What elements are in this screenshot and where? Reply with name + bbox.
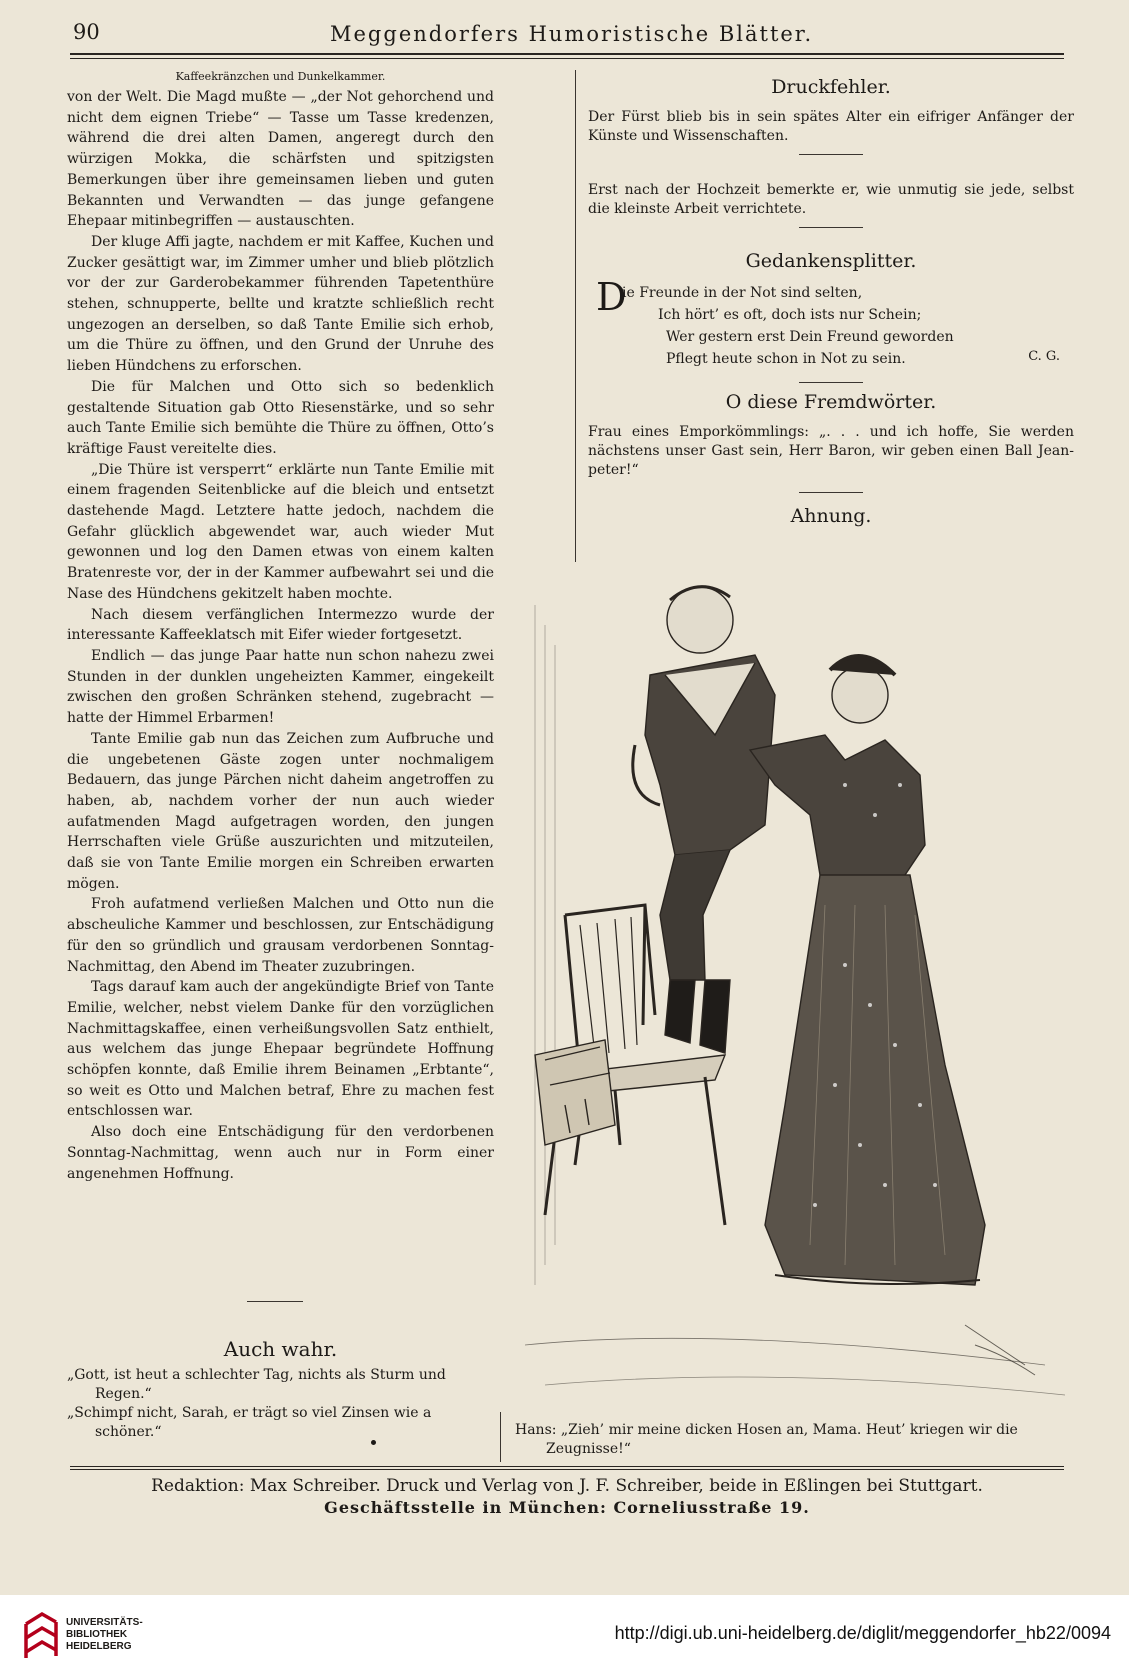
library-name-line: HEIDELBERG: [66, 1641, 132, 1652]
story-paragraph: Endlich — das junge Paar hatte nun schon nahezu zwei Stunden in der dunklen ungeheizten Kammer, eingekeilt zwischen den großen Schränken stehend, zugebracht — hatte der Himmel Erbarmen!: [67, 647, 494, 727]
left-column: [67, 70, 494, 1184]
section-divider: [247, 1301, 303, 1302]
header-rule: [70, 53, 1064, 55]
poem-line: Pflegt heute schon in Not zu sein.: [666, 351, 906, 367]
section-divider: [799, 382, 863, 383]
druckfehler-title: Druckfehler.: [771, 76, 891, 98]
story-paragraph: Froh aufatmend verließen Malchen und Otto nun die abscheuliche Kammer und beschlossen, zur Entschädigung für den so gründlich und grausam verdorbenen Sonntag-Nachmittag, den Abend im Theater zuzubringen.: [67, 896, 494, 975]
column-divider: [500, 1412, 501, 1462]
university-library-logo-icon[interactable]: [22, 1610, 60, 1662]
poem-signature: C. G.: [1028, 349, 1060, 364]
druckfehler-text: Erst nach der Hochzeit bemerkte er, wie unmutig sie jede, selbst die kleinste Arbeit verrichtete.: [588, 182, 1074, 217]
fremdwoerter-title: O diese Fremdwörter.: [725, 391, 937, 413]
story-paragraph: „Die Thüre ist versperrt“ erklärte nun Tante Emilie mit einem fragenden Seitenblicke auf die bleich und entsetzt dastehende Magd. Letztere hatte jedoch, nachdem die Gefahr glücklich abgewendet war, auch wieder Mut gewonnen und log den Damen etwas von einem kalten Bratenreste vor, der in der Kammer aufbewahrt sei und die Nase des Hündchens gekitzelt haben mochte.: [67, 461, 494, 602]
running-title: Meggendorfers Humoristische Blätter.: [330, 22, 814, 46]
engraving-illustration: [525, 585, 1080, 1435]
poem-line: Wer gestern erst Dein Freund geworden: [666, 329, 954, 345]
auch-wahr-line: „Schimpf nicht, Sarah, er trägt so viel Zinsen wie a schöner.“: [67, 1405, 432, 1440]
story-subheading: Kaffeekränzchen und Dunkelkammer.: [175, 70, 386, 83]
story-paragraph: Tags darauf kam auch der angekündigte Brief von Tante Emilie, welcher, nebst vielem Danke für den vorzüglichen Nachmittagskaffee, einen verheißungsvollen Satz enthielt, aus welchem das junge Ehepaar begründete Hoffnung schöpfen konnte, daß Emilie ihrem Beinamen „Erbtante“, so weit es Otto und Malchen betraf, Ehre zu machen fest entschlossen war.: [67, 979, 494, 1120]
section-divider: [799, 492, 863, 493]
drop-cap: D: [596, 275, 627, 319]
ahnung-title: Ahnung.: [790, 505, 872, 527]
library-name-line: BIBLIOTHEK: [66, 1629, 128, 1640]
digitization-footer: [0, 1595, 1129, 1680]
page-number: 90: [73, 20, 100, 44]
story-paragraph: Also doch eine Entschädigung für den verdorbenen Sonntag-Nachmittag, wenn auch nur in Form einer angenehmen Hoffnung.: [67, 1124, 494, 1182]
footer-rule: [70, 1466, 1064, 1467]
story-paragraph: Der kluge Affi jagte, nachdem er mit Kaffee, Kuchen und Zucker gesättigt war, im Zimmer umher und blieb plötzlich vor der zur Garderobekammer führenden Tapetenthüre stehen, schnupperte, bellte und kratzte schließlich recht ungezogen an derselben, so daß Tante Emilie sich erhob, um die Thüre zu öffnen, und den Grund der Unruhe des lieben Hündchens zu erforschen.: [67, 233, 494, 375]
gedankensplitter-poem: [588, 275, 1074, 370]
fremdwoerter-text: Frau eines Emporkömmlings: „. . . und ich hoffe, Sie werden nächstens unser Gast sein, Herr Baron, wir geben einen Ball Jean-peter!“: [588, 424, 1074, 478]
right-column: [588, 76, 1074, 527]
ornament-dot: [371, 1440, 376, 1445]
story-paragraph: Nach diesem verfänglichen Intermezzo wurde der interessante Kaffeeklatsch mit Eifer wieder fortgesetzt.: [67, 606, 494, 644]
caption-text: Hans: „Zieh’ mir meine dicken Hosen an, Mama. Heut’ kriegen wir die Zeugnisse!“: [515, 1422, 1018, 1457]
poem-line: Ich hört’ es oft, doch ists nur Schein;: [658, 307, 922, 323]
section-divider: [799, 227, 863, 228]
library-name: [66, 1617, 143, 1653]
druckfehler-text: Der Fürst blieb bis in sein spätes Alter ein eifriger Anfänger der Künste und Wissenschaften.: [588, 109, 1074, 144]
gedankensplitter-title: Gedankensplitter.: [745, 250, 917, 272]
story-paragraph: Tante Emilie gab nun das Zeichen zum Aufbruche und die ungebetenen Gäste zogen unter nochmaligem Bedauern, das junge Pärchen nicht daheim angetroffen zu haben, ab, nachdem vorher der nun auch wieder aufatmenden Magd aufgetragen worden, den jungen Herrschaften viele Grüße auszurichten und mitzuteilen, daß sie von Tante Emilie morgen ein Schreiben erwarten mögen.: [67, 730, 494, 892]
poem-line: ie Freunde in der Not sind selten,: [622, 285, 863, 301]
section-divider: [799, 154, 863, 155]
footer-rule-thin: [70, 1469, 1064, 1470]
imprint-address: Geschäftsstelle in München: Corneliusstraße 19.: [324, 1498, 810, 1517]
source-url-link[interactable]: http://digi.ub.uni-heidelberg.de/diglit/meggendorfer_hb22/0094: [614, 1623, 1111, 1643]
library-name-line: UNIVERSITÄTS-: [66, 1617, 143, 1628]
story-paragraph: von der Welt. Die Magd mußte — „der Not gehorchend und nicht dem eignen Triebe“ — Tasse um Tasse kredenzen, während die drei alten Damen, angeregt durch den würzigen Mokka, die schärfsten und spitzigsten Bemerkungen über ihre gemeinsamen lieben und guten Bekannten und Verwandten — das junge gefangene Ehepaar mitinbegriffen — austauschten.: [67, 89, 494, 230]
imprint-line: Redaktion: Max Schreiber. Druck und Verlag von J. F. Schreiber, beide in Eßlingen bei Stuttgart.: [151, 1476, 983, 1496]
auch-wahr-title: Auch wahr.: [223, 1337, 338, 1361]
auch-wahr-text: [67, 1366, 494, 1442]
illustration-caption: [515, 1421, 1063, 1459]
auch-wahr-line: „Gott, ist heut a schlechter Tag, nichts als Sturm und Regen.“: [67, 1367, 446, 1402]
header-rule-thin: [70, 58, 1064, 59]
story-paragraph: Die für Malchen und Otto sich so bedenklich gestaltende Situation gab Otto Riesenstärke, und so sehr auch Tante Emilie sich bemühte die Thüre zu öffnen, Otto’s kräftige Faust vereitelte dies.: [67, 378, 494, 457]
column-divider: [575, 70, 576, 562]
